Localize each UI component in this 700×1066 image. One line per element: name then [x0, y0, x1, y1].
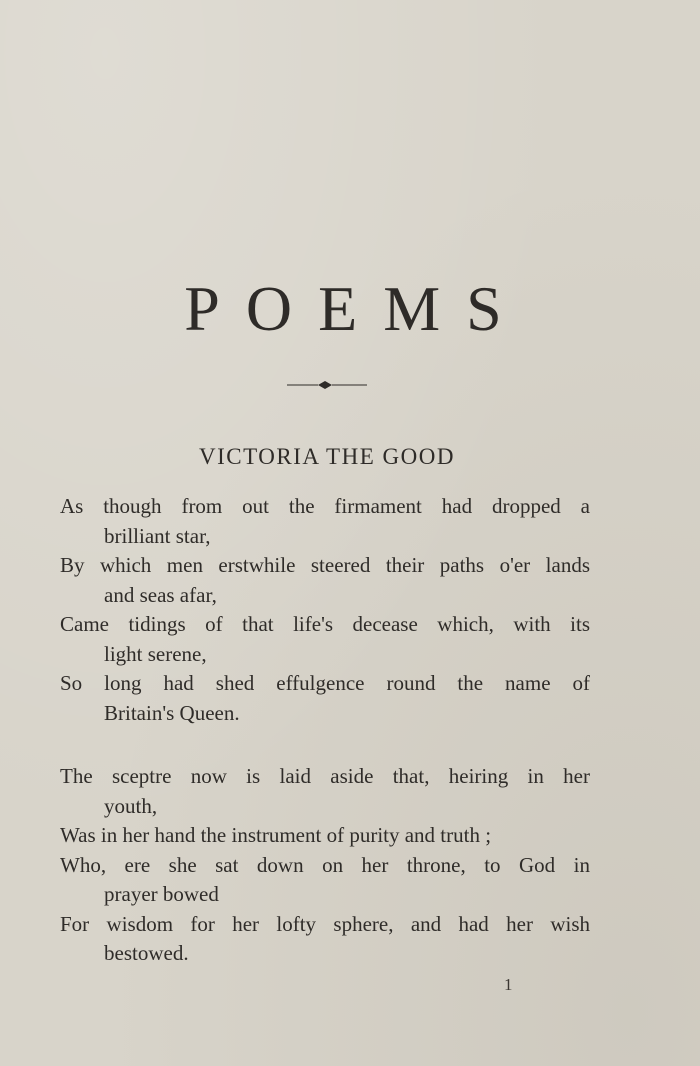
poem-line: For wisdom for her lofty sphere, and had her wish	[60, 911, 590, 936]
poem-title: VICTORIA THE GOOD	[199, 444, 455, 469]
stanza-2	[60, 762, 590, 969]
poem-line: prayer bowed	[104, 882, 219, 906]
poem-line: light serene,	[104, 641, 207, 666]
poem-line: and seas afar,	[104, 582, 217, 607]
poem-line: Who, ere she sat down on her throne, to God in	[60, 852, 590, 877]
poem-line: Came tidings of that life's decease which, with its	[60, 612, 590, 636]
poem-line: Britain's Queen.	[104, 700, 240, 725]
poem-line: By which men erstwhile steered their paths o'er lands	[60, 553, 590, 577]
page-number: 1	[504, 975, 513, 994]
poem-line: brilliant star,	[104, 523, 211, 548]
poem-line: So long had shed effulgence round the name of	[60, 671, 590, 695]
poem-line: The sceptre now is laid aside that, heiring in her	[60, 764, 590, 788]
stanza-1	[60, 492, 590, 728]
poem-line: As though from out the firmament had dropped a	[60, 494, 590, 518]
page-title: POEMS	[184, 273, 528, 344]
ornament-divider	[287, 378, 367, 392]
poem-line: Was in her hand the instrument of purity and truth ;	[60, 823, 492, 847]
poem-line: bestowed.	[104, 941, 189, 965]
poem-line: youth,	[104, 793, 158, 818]
